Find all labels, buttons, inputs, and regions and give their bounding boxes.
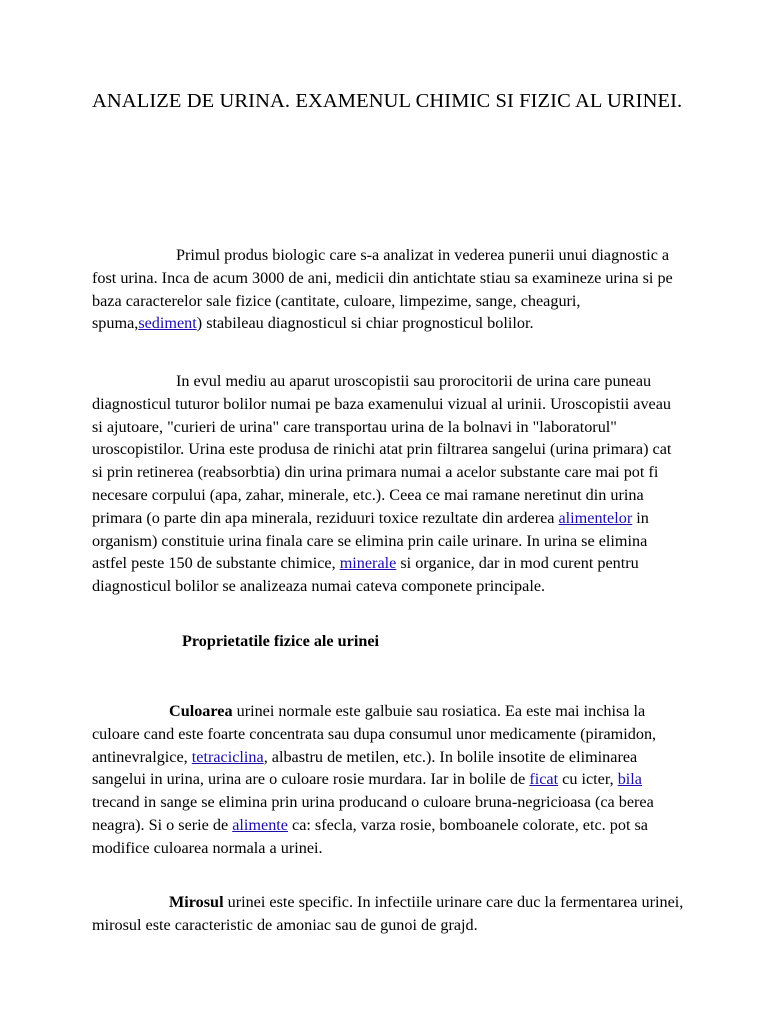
paragraph-history	[92, 370, 684, 598]
document-title: ANALIZE DE URINA. EXAMENUL CHIMIC SI FIZIC AL URINEI.	[92, 90, 683, 112]
paragraph-text: Primul produs biologic care s-a analizat in vederea punerii unui diagnostic a fost urina. Inca de acum 3000 de ani, medicii din antichtate stiau sa examineze urina si pe baza caracterelor sale fizice (cantitate, culoare, limpezime, sange, cheaguri, spuma,	[92, 246, 673, 333]
paragraph-text: urinei normale este galbuie sau rosiatica. Ea este mai inchisa la culoare cand este foarte concentrata sau dupa consumul unor medicamente (piramidon, antinevralgice,	[92, 702, 657, 766]
link-tetraciclina[interactable]: tetraciclina	[191, 747, 264, 766]
link-minerale[interactable]: minerale	[339, 554, 397, 573]
paragraph-text: cu icter,	[558, 770, 618, 789]
paragraph-intro	[92, 244, 684, 335]
paragraph-text: In evul mediu au aparut uroscopistii sau prorocitorii de urina care puneau diagnosticul tuturor bolilor numai pe baza examenului vizual al urinii. Uroscopistii aveau si ajutoare, "curieri de urina" care transportau urina de la bolnavi in "laboratorul" uroscopistilor. Urina este produsa de rinichi atat prin filtrarea sangelui (urina primara) cat si prin retinerea (reabsorbtia) din urina primara numai a acelor substante care mai pot fi necesare corpului (apa, zahar, minerale, etc.). Ceea ce mai ramane neretinut din urina primara (o parte din apa minerala, reziduuri toxice rezultate din arderea	[92, 372, 672, 527]
paragraph-text: in organism) constituie urina finala care se elimina prin caile urinare. In urina se elimina astfel peste 150 de substante chimice,	[92, 508, 649, 573]
link-ficat[interactable]: ficat	[529, 770, 559, 789]
paragraph-text: si organice, dar in mod curent pentru diagnosticul bolilor se analizeaza numai cateva componete principale.	[92, 554, 639, 596]
paragraph-text: urinei este specific. In infectiile urinare care duc la fermentarea urinei, mirosul este caracteristic de amoniac sau de gunoi de grajd.	[92, 893, 684, 934]
paragraph-text: trecand in sange se elimina prin urina producand o culoare bruna-negricioasa (ca berea neagra). Si o serie de	[92, 793, 654, 834]
section-heading: Proprietatile fizice ale urinei	[182, 632, 380, 650]
link-alimente[interactable]: alimente	[232, 815, 288, 834]
term-culoarea: Culoarea	[169, 702, 233, 720]
paragraph-text: ) stabileau diagnosticul si chiar prognosticul bolilor.	[196, 314, 534, 333]
link-alimentelor[interactable]: alimentelor	[558, 508, 633, 527]
link-bila[interactable]: bila	[617, 770, 642, 789]
paragraph-mirosul	[92, 891, 684, 937]
paragraph-text: , albastru de metilen, etc.). In bolile insotite de eliminarea sangelui in urina, urina are o culoare rosie murdara. Iar in bolile de	[92, 747, 638, 789]
link-sediment[interactable]: sediment	[138, 314, 197, 333]
paragraph-culoarea	[92, 700, 684, 860]
paragraph-text: ca: sfecla, varza rosie, bomboanele colorate, etc. pot sa modifice culoarea normala a urinei.	[92, 815, 648, 857]
term-mirosul: Mirosul	[169, 893, 224, 911]
